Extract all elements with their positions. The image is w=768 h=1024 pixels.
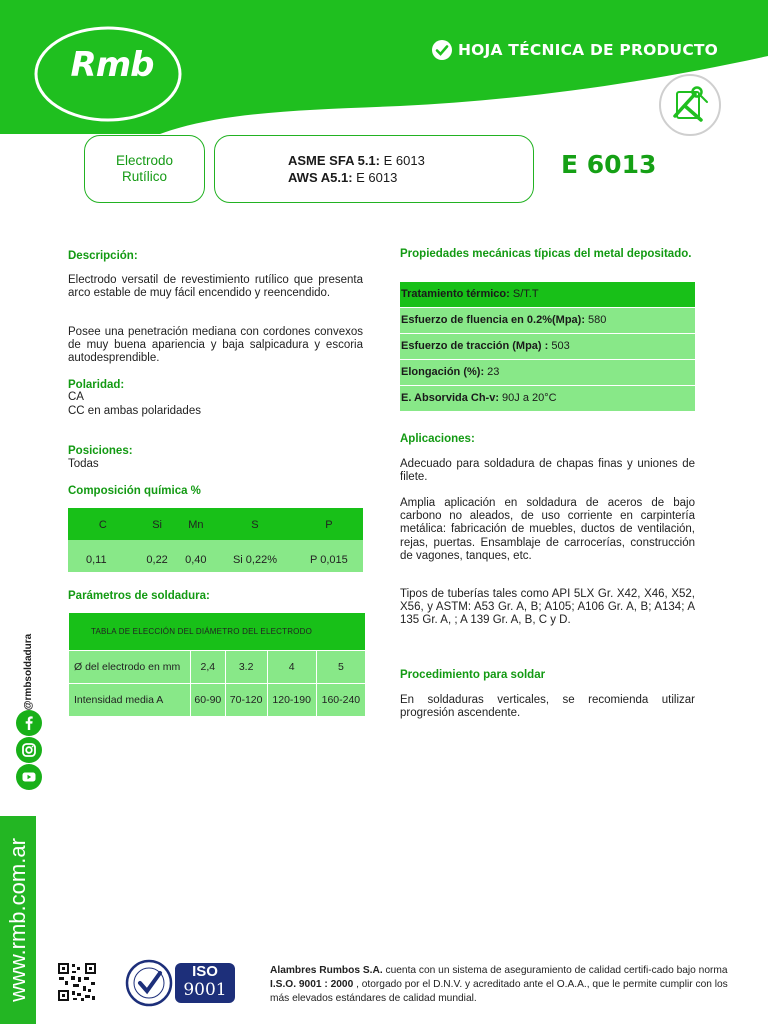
diameter-label: Ø del electrodo en mm — [69, 651, 191, 684]
banner-title — [430, 38, 718, 62]
iso-badge-top: ISO — [192, 963, 218, 980]
composition-header-c: C — [68, 508, 138, 540]
instagram-icon[interactable] — [16, 737, 42, 763]
property-value: 23 — [484, 366, 500, 378]
property-value: S/T.T — [509, 288, 539, 300]
standards-box — [214, 135, 534, 203]
parameters-diameter-row — [69, 651, 366, 684]
aws-value: E 6013 — [352, 170, 398, 185]
diameter-value: 3.2 — [225, 651, 267, 684]
current-value: 70-120 — [225, 684, 267, 717]
youtube-icon[interactable] — [16, 764, 42, 790]
quality-text-1: cuenta con un sistema de aseguramiento de calidad certifi-cado bajo norma — [382, 965, 728, 976]
website-url[interactable]: www.rmb.com.ar — [5, 838, 30, 1002]
banner-title-text: HOJA TÉCNICA DE PRODUCTO — [458, 41, 719, 59]
property-label: Elongación (%): — [401, 366, 485, 378]
composition-table — [68, 508, 363, 572]
current-value: 160-240 — [316, 684, 365, 717]
property-row-absorvida — [400, 386, 695, 412]
descripcion-p2: Posee una penetración mediana con cordones convexos de muy buena apariencia y baja salpicadura y escoria autodesprendible. — [68, 326, 363, 365]
check-badge-icon — [430, 38, 454, 62]
property-label: Esfuerzo de tracción (Mpa) : — [401, 340, 549, 352]
iso-norm: I.S.O. 9001 : 2000 — [270, 979, 354, 990]
property-row-elongacion — [400, 360, 695, 386]
composicion-title: Composición química % — [68, 485, 201, 497]
diameter-value: 5 — [316, 651, 365, 684]
aplicaciones-title: Aplicaciones: — [400, 433, 475, 445]
property-label: E. Absorvida Ch-v: — [401, 392, 499, 404]
parameters-current-row — [69, 684, 366, 717]
aplicaciones-p2: Amplia aplicación en soldadura de aceros de bajo carbono no aleados, de uso corriente en carpintería metálica: fabricación de muebles, ductos de ventilación, rejas, puertas. Ensamblaje de carrocerías, construcción de vagones, tanques, etc. — [400, 497, 695, 562]
property-row-traccion — [400, 334, 695, 360]
product-code: E 6013 — [561, 150, 657, 179]
polaridad-ca: CA — [68, 391, 84, 403]
current-label: Intensidad media A — [69, 684, 191, 717]
iso-badge-bottom: 9001 — [183, 980, 227, 1000]
properties-table — [400, 282, 695, 412]
diameter-value: 4 — [267, 651, 316, 684]
polaridad-title: Polaridad: — [68, 379, 125, 391]
composition-value-c: 0,11 — [68, 540, 138, 572]
asme-label: ASME SFA 5.1: — [288, 153, 380, 168]
aplicaciones-p1: Adecuado para soldadura de chapas finas y uniones de filete. — [400, 458, 695, 484]
quality-statement — [270, 964, 735, 1006]
asme-value: E 6013 — [379, 153, 425, 168]
property-label: Esfuerzo de fluencia en 0.2%(Mpa): — [401, 314, 585, 326]
composition-header-mn: Mn — [176, 508, 215, 540]
polaridad-cc: CC en ambas polaridades — [68, 405, 201, 417]
composition-header-row — [68, 508, 363, 540]
current-value: 60-90 — [191, 684, 226, 717]
posiciones-value: Todas — [68, 458, 99, 470]
property-value: 503 — [548, 340, 570, 352]
property-value: 90J a 20°C — [499, 392, 557, 404]
posiciones-title: Posiciones: — [68, 445, 133, 457]
quality-text-2: , otorgado por el D.N.V. y acreditado ante el O.A.A., que le permite cumplir con los más elevados estándares de calidad mundial. — [270, 979, 728, 1004]
composition-value-mn: 0,40 — [176, 540, 215, 572]
asme-line — [288, 152, 533, 169]
tools-icon — [659, 74, 721, 136]
current-value: 120-190 — [267, 684, 316, 717]
property-value: 580 — [584, 314, 607, 326]
procedimiento-p: En soldaduras verticales, se recomienda utilizar progresión ascendente. — [400, 694, 695, 720]
social-handle: @rmbsoldadura — [23, 633, 34, 711]
diameter-value: 2,4 — [191, 651, 226, 684]
procedimiento-title: Procedimiento para soldar — [400, 669, 546, 681]
aplicaciones-p3: Tipos de tuberías tales como API 5LX Gr. X42, X46, X52, X56, y ASTM: A53 Gr. A, B; A105; A106 Gr. A, B; A134; A 135 Gr. A, ; A 139 Gr. A, B, C y D. — [400, 588, 695, 627]
propiedades-title: Propiedades mecánicas típicas del metal depositado. — [400, 248, 692, 260]
electrode-type-line2: Rutílico — [121, 169, 167, 184]
composition-header-p: P — [295, 508, 363, 540]
property-row-fluencia — [400, 308, 695, 334]
rmb-logo: Rmb — [70, 45, 154, 85]
qr-code-icon — [57, 962, 97, 1002]
electrode-type-line1: Electrodo — [115, 153, 174, 168]
parameters-title-row — [69, 613, 366, 651]
descripcion-p1: Electrodo versatil de revestimiento rutílico que presenta arco estable de muy fácil encendido y reencendido. — [68, 274, 363, 300]
iso-9001-badge — [125, 959, 239, 1007]
parametros-title: Parámetros de soldadura: — [68, 590, 210, 602]
composition-value-row — [68, 540, 363, 572]
composition-value-si: 0,22 — [138, 540, 177, 572]
electrode-type-box — [84, 135, 205, 203]
aws-label: AWS A5.1: — [288, 170, 353, 185]
company-name: Alambres Rumbos S.A. — [270, 965, 383, 976]
composition-value-s: Si 0,22% — [215, 540, 295, 572]
descripcion-title: Descripción: — [68, 250, 138, 262]
composition-header-s: S — [215, 508, 295, 540]
composition-value-p: P 0,015 — [295, 540, 363, 572]
facebook-icon[interactable] — [16, 710, 42, 736]
parameters-table — [68, 612, 366, 717]
property-row-tratamiento — [400, 282, 695, 308]
composition-header-si: Si — [138, 508, 177, 540]
property-label: Tratamiento térmico: — [401, 288, 510, 300]
parameters-table-title: TABLA DE ELECCIÓN DEL DIÁMETRO DEL ELECTRODO — [69, 613, 366, 651]
aws-line — [288, 169, 533, 186]
